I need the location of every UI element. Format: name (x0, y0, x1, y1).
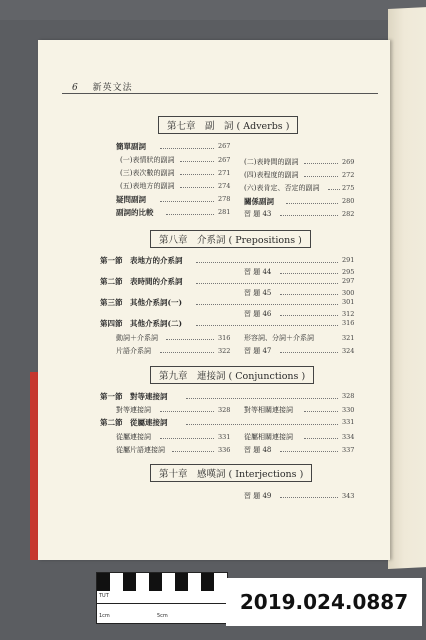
ruler-block (175, 573, 188, 591)
page-ref: 272 (342, 171, 355, 179)
page-ref: 312 (342, 310, 355, 318)
toc-entry (100, 318, 182, 329)
header-rule (62, 93, 378, 94)
page-ref: 267 (218, 142, 231, 150)
toc-entry: 習 題 44 (244, 268, 272, 276)
accession-number: 2019.024.0887 (226, 578, 422, 626)
leader-dots (160, 411, 214, 412)
book-title: 新英文法 (92, 83, 133, 93)
section-number: 第一節 (100, 256, 123, 265)
toc-entry: 對等相關連接詞 (244, 406, 293, 414)
leader-dots (280, 273, 338, 274)
leader-dots (280, 215, 338, 216)
toc-entry: 習 題 48 (244, 446, 272, 454)
ruler-block (149, 573, 162, 591)
ruler-label-right: 5cm (157, 613, 168, 619)
leader-dots (304, 163, 338, 164)
toc-entry: 形容詞、分詞＋介系詞 (244, 334, 314, 342)
toc-entry: 從屬片語連接詞 (116, 446, 165, 454)
ruler-block (123, 573, 136, 591)
page-ref: 271 (218, 169, 231, 177)
section-title: 表地方的介系詞 (130, 256, 183, 265)
toc-entry: 對等連接詞 (116, 406, 151, 414)
leader-dots (196, 262, 338, 263)
toc-entry: (二)表時間的副詞 (244, 158, 299, 166)
page-ref: 282 (342, 210, 355, 218)
page-ref: 331 (218, 433, 231, 441)
toc-entry: 習 題 43 (244, 210, 272, 218)
page-number: 6 (72, 83, 79, 93)
page-ref: 324 (342, 347, 355, 355)
page-ref: 330 (342, 406, 355, 414)
page-ref: 291 (342, 256, 355, 264)
page-ref: 334 (342, 433, 355, 441)
section-title: 其他介系詞(二) (130, 319, 183, 328)
background-top (0, 0, 426, 20)
leader-dots (160, 148, 214, 149)
toc-entry: 從屬相關連接詞 (244, 433, 293, 441)
toc-entry: (四)表程度的副詞 (244, 171, 299, 179)
page-ref: 321 (342, 334, 355, 342)
page-ref: 269 (342, 158, 355, 166)
page-ref: 331 (342, 418, 355, 426)
leader-dots (196, 283, 338, 284)
page-ref: 328 (342, 392, 355, 400)
toc-entry: 習 題 45 (244, 289, 272, 297)
ruler-label-left: 1cm (99, 613, 110, 619)
red-binding-strip (30, 372, 38, 560)
leader-dots (160, 352, 214, 353)
toc-entry (100, 276, 183, 287)
section-title: 表時間的介系詞 (130, 277, 183, 286)
leader-dots (280, 352, 338, 353)
leader-dots (280, 497, 338, 498)
ruler-line (97, 603, 227, 604)
section-title: 從屬連接詞 (130, 418, 168, 427)
leader-dots (180, 161, 214, 162)
section-number: 第三節 (100, 298, 123, 307)
toc-entry: (六)表肯定、否定的副詞 (244, 184, 320, 192)
page-ref: 336 (218, 446, 231, 454)
toc-entry: 疑問副詞 (116, 195, 146, 204)
leader-dots (196, 325, 338, 326)
leader-dots (160, 201, 214, 202)
page-ref: 301 (342, 298, 355, 306)
toc-entry (100, 391, 168, 402)
toc-entry: 習 題 47 (244, 347, 272, 355)
toc-entry: (三)表次數的副詞 (120, 169, 175, 177)
toc-entry: 動詞＋介系詞 (116, 334, 158, 342)
page-ref: 297 (342, 277, 355, 285)
page-ref: 280 (342, 197, 355, 205)
section-title: 其他介系詞(一) (130, 298, 183, 307)
toc-entry: (一)表情狀的副詞 (120, 156, 175, 164)
page-ref: 316 (342, 319, 355, 327)
toc-entry (100, 297, 182, 308)
leader-dots (172, 451, 214, 452)
facing-page (388, 7, 426, 569)
ruler-tag: TUT (99, 593, 109, 599)
chapter-heading: 第七章 副 詞 ( Adverbs ) (158, 116, 298, 134)
ruler-block (201, 573, 214, 591)
toc-entry: (五)表地方的副詞 (120, 182, 175, 190)
page-ref: 322 (218, 347, 231, 355)
leader-dots (304, 411, 338, 412)
toc-entry: 關係副詞 (244, 197, 274, 206)
leader-dots (186, 398, 338, 399)
toc-entry (100, 255, 183, 266)
leader-dots (166, 339, 214, 340)
toc-entry: 從屬連接詞 (116, 433, 151, 441)
page-ref: 281 (218, 208, 231, 216)
section-number: 第二節 (100, 418, 123, 427)
page-ref: 278 (218, 195, 231, 203)
toc-entry: 簡單副詞 (116, 142, 146, 151)
leader-dots (186, 424, 338, 425)
leader-dots (166, 214, 214, 215)
page-ref: 275 (342, 184, 355, 192)
leader-dots (280, 315, 338, 316)
page-ref: 316 (218, 334, 231, 342)
leader-dots (196, 304, 338, 305)
leader-dots (160, 438, 214, 439)
page-ref: 300 (342, 289, 355, 297)
leader-dots (280, 294, 338, 295)
leader-dots (286, 203, 338, 204)
chapter-heading: 第九章 連接詞 ( Conjunctions ) (150, 366, 314, 384)
section-number: 第一節 (100, 392, 123, 401)
page-header (72, 80, 133, 93)
toc-entry: 片語介系詞 (116, 347, 151, 355)
section-title: 對等連接詞 (130, 392, 168, 401)
leader-dots (304, 176, 338, 177)
chapter-heading: 第八章 介系詞 ( Prepositions ) (150, 230, 311, 248)
ruler-block (97, 573, 110, 591)
page-ref: 295 (342, 268, 355, 276)
section-number: 第四節 (100, 319, 123, 328)
toc-entry: 習 題 49 (244, 492, 272, 500)
page-ref: 328 (218, 406, 231, 414)
leader-dots (180, 187, 214, 188)
toc-entry (100, 417, 168, 428)
section-number: 第二節 (100, 277, 123, 286)
leader-dots (180, 174, 214, 175)
page-ref: 337 (342, 446, 355, 454)
page-ref: 267 (218, 156, 231, 164)
page-ref: 274 (218, 182, 231, 190)
leader-dots (304, 438, 338, 439)
scale-ruler (96, 572, 228, 624)
leader-dots (280, 451, 338, 452)
page-ref: 343 (342, 492, 355, 500)
chapter-heading: 第十章 感嘆詞 ( Interjections ) (150, 464, 312, 482)
toc-entry: 副詞的比較 (116, 208, 154, 217)
leader-dots (328, 189, 340, 190)
toc-entry: 習 題 46 (244, 310, 272, 318)
